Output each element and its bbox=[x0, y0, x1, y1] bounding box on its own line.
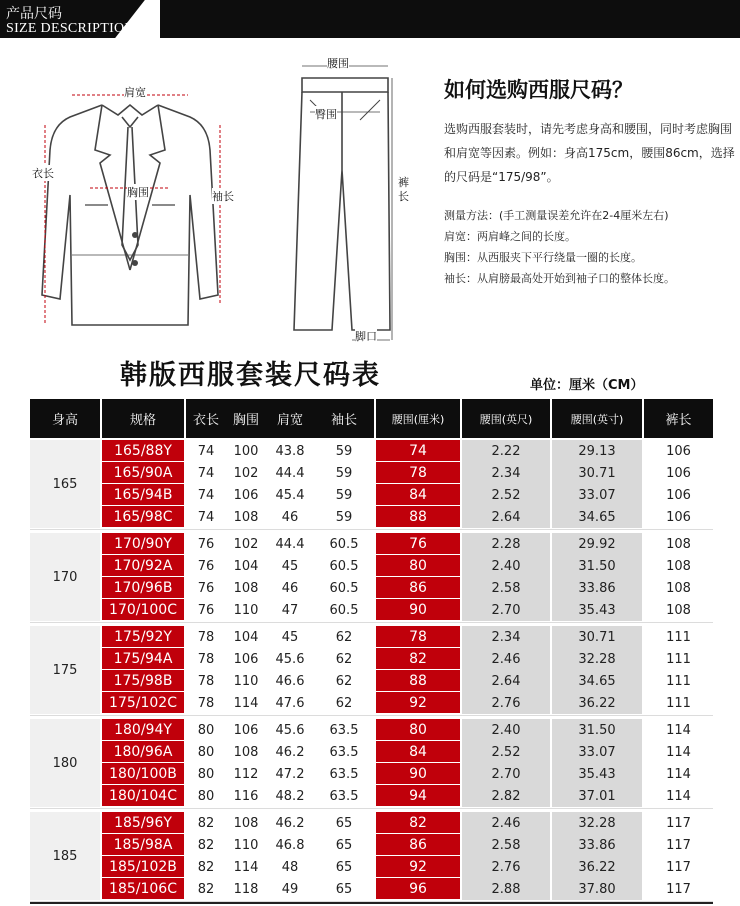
cell-length: 82 bbox=[186, 812, 226, 834]
cell-waist-in: 32.28 bbox=[552, 812, 642, 834]
cell-chest: 108 bbox=[226, 741, 266, 763]
cell-waist-in: 37.01 bbox=[552, 785, 642, 807]
cell-shoulder: 48.2 bbox=[266, 785, 314, 807]
cell-spec: 185/106C bbox=[102, 878, 184, 899]
cell-pants-length: 117 bbox=[644, 878, 713, 900]
cell-waist-in: 33.07 bbox=[552, 741, 642, 763]
sleeve-note: 袖长：从肩膀最高处开始到袖子口的整体长度。 bbox=[444, 272, 675, 285]
header-bar-right bbox=[160, 0, 740, 38]
header-sleeve: 袖长 bbox=[314, 399, 374, 438]
cell-length: 82 bbox=[186, 856, 226, 878]
cell-pants-length: 114 bbox=[644, 741, 713, 763]
cell-length: 74 bbox=[186, 462, 226, 484]
cell-length: 82 bbox=[186, 834, 226, 856]
info-paragraph: 选购西服套装时，请先考虑身高和腰围，同时考虑胸围和肩宽等因素。例如：身高175cm，腰围86cm，选择的尺码是“175/98”。 bbox=[444, 122, 735, 184]
cell-waist-ft: 2.46 bbox=[462, 812, 550, 834]
cell-length: 74 bbox=[186, 440, 226, 462]
cell-waist-in: 36.22 bbox=[552, 692, 642, 714]
cell-sleeve: 65 bbox=[314, 834, 374, 856]
header-title-cn: 产品尺码 bbox=[6, 6, 62, 22]
chest-label: 胸围 bbox=[127, 186, 149, 199]
cell-waist-cm: 76 bbox=[376, 533, 460, 554]
cell-spec: 175/92Y bbox=[102, 626, 184, 647]
cell-waist-cm: 74 bbox=[376, 440, 460, 461]
cell-sleeve: 59 bbox=[314, 506, 374, 528]
cell-waist-cm: 78 bbox=[376, 626, 460, 647]
height-cell: 180 bbox=[30, 719, 100, 807]
group-divider bbox=[30, 529, 713, 530]
cell-spec: 170/100C bbox=[102, 599, 184, 620]
cell-spec: 175/98B bbox=[102, 670, 184, 691]
cell-shoulder: 43.8 bbox=[266, 440, 314, 462]
cell-pants-length: 106 bbox=[644, 484, 713, 506]
header-waist-cm: 腰围(厘米) bbox=[376, 399, 460, 438]
cell-spec: 175/94A bbox=[102, 648, 184, 669]
table-title: 韩版西服套装尺码表 bbox=[120, 360, 381, 391]
cell-sleeve: 65 bbox=[314, 812, 374, 834]
cell-waist-in: 33.86 bbox=[552, 577, 642, 599]
cell-waist-ft: 2.40 bbox=[462, 719, 550, 741]
cell-chest: 104 bbox=[226, 555, 266, 577]
cell-chest: 116 bbox=[226, 785, 266, 807]
cell-length: 76 bbox=[186, 533, 226, 555]
group-divider bbox=[30, 622, 713, 623]
cell-length: 76 bbox=[186, 577, 226, 599]
cell-pants-length: 117 bbox=[644, 834, 713, 856]
cell-waist-cm: 92 bbox=[376, 856, 460, 877]
cell-waist-in: 31.50 bbox=[552, 719, 642, 741]
cell-chest: 108 bbox=[226, 506, 266, 528]
cell-waist-cm: 90 bbox=[376, 763, 460, 784]
cell-shoulder: 45.4 bbox=[266, 484, 314, 506]
header-pants-length: 裤长 bbox=[644, 399, 713, 438]
cell-chest: 106 bbox=[226, 648, 266, 670]
header-height: 身高 bbox=[30, 399, 100, 438]
header-waist-in: 腰围(英寸) bbox=[552, 399, 642, 438]
cell-spec: 185/96Y bbox=[102, 812, 184, 833]
cell-waist-ft: 2.76 bbox=[462, 856, 550, 878]
cell-pants-length: 111 bbox=[644, 692, 713, 714]
height-cell: 165 bbox=[30, 440, 100, 528]
cell-pants-length: 117 bbox=[644, 856, 713, 878]
sleeve-label: 袖长 bbox=[212, 190, 234, 203]
cell-chest: 106 bbox=[226, 484, 266, 506]
height-cell: 175 bbox=[30, 626, 100, 714]
cell-waist-ft: 2.76 bbox=[462, 692, 550, 714]
cell-sleeve: 60.5 bbox=[314, 577, 374, 599]
cell-pants-length: 111 bbox=[644, 670, 713, 692]
cell-shoulder: 45 bbox=[266, 626, 314, 648]
cell-waist-cm: 90 bbox=[376, 599, 460, 620]
cell-waist-in: 35.43 bbox=[552, 599, 642, 621]
cell-waist-ft: 2.70 bbox=[462, 599, 550, 621]
cell-waist-ft: 2.28 bbox=[462, 533, 550, 555]
waist-label: 腰围 bbox=[327, 57, 349, 70]
cell-waist-cm: 82 bbox=[376, 812, 460, 833]
cell-waist-ft: 2.88 bbox=[462, 878, 550, 900]
cell-sleeve: 62 bbox=[314, 648, 374, 670]
cell-sleeve: 59 bbox=[314, 484, 374, 506]
cell-waist-in: 34.65 bbox=[552, 506, 642, 528]
cell-length: 78 bbox=[186, 626, 226, 648]
cell-spec: 170/96B bbox=[102, 577, 184, 598]
cell-spec: 180/94Y bbox=[102, 719, 184, 740]
cell-shoulder: 46 bbox=[266, 506, 314, 528]
cell-length: 80 bbox=[186, 719, 226, 741]
header-shoulder: 肩宽 bbox=[266, 399, 314, 438]
cell-length: 78 bbox=[186, 692, 226, 714]
cell-sleeve: 62 bbox=[314, 670, 374, 692]
cell-waist-ft: 2.34 bbox=[462, 462, 550, 484]
cell-sleeve: 63.5 bbox=[314, 785, 374, 807]
cell-length: 82 bbox=[186, 878, 226, 900]
cell-shoulder: 45.6 bbox=[266, 719, 314, 741]
chest-note: 胸围：从西服夹下平行绕量一圈的长度。 bbox=[444, 251, 642, 264]
measure-method: 测量方法：(手工测量误差允许在2-4厘米左右) bbox=[444, 209, 669, 222]
cell-sleeve: 59 bbox=[314, 440, 374, 462]
cell-sleeve: 60.5 bbox=[314, 533, 374, 555]
cell-waist-cm: 92 bbox=[376, 692, 460, 713]
cell-sleeve: 62 bbox=[314, 626, 374, 648]
cell-spec: 170/90Y bbox=[102, 533, 184, 554]
header-title-en: SIZE DESCRIPTION bbox=[6, 21, 135, 36]
table-unit: 单位：厘米（CM） bbox=[530, 378, 644, 393]
cell-spec: 175/102C bbox=[102, 692, 184, 713]
pants-length-label: 裤长 bbox=[398, 176, 409, 203]
cell-waist-in: 35.43 bbox=[552, 763, 642, 785]
cell-spec: 185/102B bbox=[102, 856, 184, 877]
cell-sleeve: 65 bbox=[314, 878, 374, 900]
header-waist-ft: 腰围(英尺) bbox=[462, 399, 550, 438]
cell-waist-in: 29.92 bbox=[552, 533, 642, 555]
cell-length: 80 bbox=[186, 763, 226, 785]
cell-length: 78 bbox=[186, 648, 226, 670]
cell-waist-ft: 2.82 bbox=[462, 785, 550, 807]
table-header-row bbox=[30, 399, 713, 438]
cell-waist-ft: 2.64 bbox=[462, 506, 550, 528]
cell-chest: 102 bbox=[226, 533, 266, 555]
cell-chest: 110 bbox=[226, 670, 266, 692]
cell-chest: 104 bbox=[226, 626, 266, 648]
cell-waist-in: 33.86 bbox=[552, 834, 642, 856]
cell-length: 74 bbox=[186, 506, 226, 528]
cell-pants-length: 108 bbox=[644, 533, 713, 555]
cell-waist-in: 37.80 bbox=[552, 878, 642, 900]
cell-waist-in: 31.50 bbox=[552, 555, 642, 577]
cell-spec: 165/90A bbox=[102, 462, 184, 483]
header-length: 衣长 bbox=[186, 399, 226, 438]
cell-pants-length: 117 bbox=[644, 812, 713, 834]
cell-sleeve: 63.5 bbox=[314, 741, 374, 763]
cell-spec: 170/92A bbox=[102, 555, 184, 576]
cell-waist-ft: 2.58 bbox=[462, 834, 550, 856]
cell-waist-ft: 2.58 bbox=[462, 577, 550, 599]
cell-spec: 185/98A bbox=[102, 834, 184, 855]
cell-pants-length: 111 bbox=[644, 626, 713, 648]
cell-waist-ft: 2.34 bbox=[462, 626, 550, 648]
cell-length: 78 bbox=[186, 670, 226, 692]
cell-length: 80 bbox=[186, 785, 226, 807]
cell-chest: 108 bbox=[226, 577, 266, 599]
cell-waist-cm: 82 bbox=[376, 648, 460, 669]
cell-waist-cm: 84 bbox=[376, 484, 460, 505]
cell-waist-cm: 96 bbox=[376, 878, 460, 899]
cell-waist-in: 32.28 bbox=[552, 648, 642, 670]
info-title: 如何选购西服尺码？ bbox=[444, 78, 633, 102]
cell-spec: 180/96A bbox=[102, 741, 184, 762]
cell-waist-ft: 2.70 bbox=[462, 763, 550, 785]
cell-sleeve: 59 bbox=[314, 462, 374, 484]
cell-pants-length: 114 bbox=[644, 785, 713, 807]
group-divider bbox=[30, 808, 713, 809]
cell-shoulder: 47 bbox=[266, 599, 314, 621]
cell-waist-cm: 88 bbox=[376, 506, 460, 527]
cell-waist-in: 30.71 bbox=[552, 626, 642, 648]
height-cell: 185 bbox=[30, 812, 100, 900]
cell-waist-in: 33.07 bbox=[552, 484, 642, 506]
cell-waist-in: 36.22 bbox=[552, 856, 642, 878]
cell-shoulder: 46.6 bbox=[266, 670, 314, 692]
cell-waist-ft: 2.22 bbox=[462, 440, 550, 462]
cell-length: 76 bbox=[186, 555, 226, 577]
cell-waist-cm: 86 bbox=[376, 577, 460, 598]
cell-pants-length: 106 bbox=[644, 440, 713, 462]
cell-chest: 114 bbox=[226, 856, 266, 878]
cell-shoulder: 44.4 bbox=[266, 462, 314, 484]
cell-shoulder: 48 bbox=[266, 856, 314, 878]
cell-waist-ft: 2.64 bbox=[462, 670, 550, 692]
cell-chest: 106 bbox=[226, 719, 266, 741]
cell-shoulder: 47.6 bbox=[266, 692, 314, 714]
cell-pants-length: 108 bbox=[644, 599, 713, 621]
cell-pants-length: 106 bbox=[644, 506, 713, 528]
cell-waist-cm: 80 bbox=[376, 719, 460, 740]
cell-chest: 114 bbox=[226, 692, 266, 714]
cell-waist-in: 34.65 bbox=[552, 670, 642, 692]
shoulder-label: 肩宽 bbox=[124, 86, 146, 99]
cell-shoulder: 44.4 bbox=[266, 533, 314, 555]
header-spec: 规格 bbox=[102, 399, 184, 438]
cell-waist-cm: 78 bbox=[376, 462, 460, 483]
cell-waist-cm: 80 bbox=[376, 555, 460, 576]
cell-pants-length: 108 bbox=[644, 577, 713, 599]
cell-pants-length: 114 bbox=[644, 719, 713, 741]
cell-waist-ft: 2.52 bbox=[462, 741, 550, 763]
cell-shoulder: 45.6 bbox=[266, 648, 314, 670]
cell-spec: 165/88Y bbox=[102, 440, 184, 461]
shoulder-note: 肩宽：两肩峰之间的长度。 bbox=[444, 230, 576, 243]
cell-sleeve: 65 bbox=[314, 856, 374, 878]
cell-chest: 112 bbox=[226, 763, 266, 785]
cell-length: 74 bbox=[186, 484, 226, 506]
cell-waist-ft: 2.46 bbox=[462, 648, 550, 670]
cell-chest: 118 bbox=[226, 878, 266, 900]
table-bottom-border bbox=[30, 902, 713, 904]
cell-sleeve: 63.5 bbox=[314, 719, 374, 741]
cell-pants-length: 106 bbox=[644, 462, 713, 484]
cell-waist-ft: 2.40 bbox=[462, 555, 550, 577]
cell-chest: 110 bbox=[226, 599, 266, 621]
cell-waist-cm: 94 bbox=[376, 785, 460, 806]
cell-spec: 180/100B bbox=[102, 763, 184, 784]
cell-waist-ft: 2.52 bbox=[462, 484, 550, 506]
cell-shoulder: 45 bbox=[266, 555, 314, 577]
cell-sleeve: 63.5 bbox=[314, 763, 374, 785]
cell-chest: 102 bbox=[226, 462, 266, 484]
cell-spec: 180/104C bbox=[102, 785, 184, 806]
cell-shoulder: 49 bbox=[266, 878, 314, 900]
hem-label: 脚口 bbox=[355, 330, 377, 343]
section-header bbox=[0, 0, 740, 38]
cell-chest: 108 bbox=[226, 812, 266, 834]
cell-length: 76 bbox=[186, 599, 226, 621]
cell-shoulder: 46 bbox=[266, 577, 314, 599]
cell-sleeve: 60.5 bbox=[314, 555, 374, 577]
cell-length: 80 bbox=[186, 741, 226, 763]
cell-pants-length: 111 bbox=[644, 648, 713, 670]
height-cell: 170 bbox=[30, 533, 100, 621]
cell-sleeve: 60.5 bbox=[314, 599, 374, 621]
group-divider bbox=[30, 715, 713, 716]
cell-chest: 100 bbox=[226, 440, 266, 462]
length-label: 衣长 bbox=[32, 167, 54, 180]
cell-waist-in: 30.71 bbox=[552, 462, 642, 484]
hip-label: 臀围 bbox=[315, 108, 337, 121]
cell-chest: 110 bbox=[226, 834, 266, 856]
cell-spec: 165/98C bbox=[102, 506, 184, 527]
cell-shoulder: 46.2 bbox=[266, 812, 314, 834]
cell-shoulder: 46.2 bbox=[266, 741, 314, 763]
cell-waist-in: 29.13 bbox=[552, 440, 642, 462]
cell-pants-length: 114 bbox=[644, 763, 713, 785]
cell-shoulder: 46.8 bbox=[266, 834, 314, 856]
cell-waist-cm: 84 bbox=[376, 741, 460, 762]
cell-waist-cm: 88 bbox=[376, 670, 460, 691]
cell-waist-cm: 86 bbox=[376, 834, 460, 855]
cell-pants-length: 108 bbox=[644, 555, 713, 577]
header-chest: 胸围 bbox=[226, 399, 266, 438]
cell-sleeve: 62 bbox=[314, 692, 374, 714]
cell-shoulder: 47.2 bbox=[266, 763, 314, 785]
cell-spec: 165/94B bbox=[102, 484, 184, 505]
